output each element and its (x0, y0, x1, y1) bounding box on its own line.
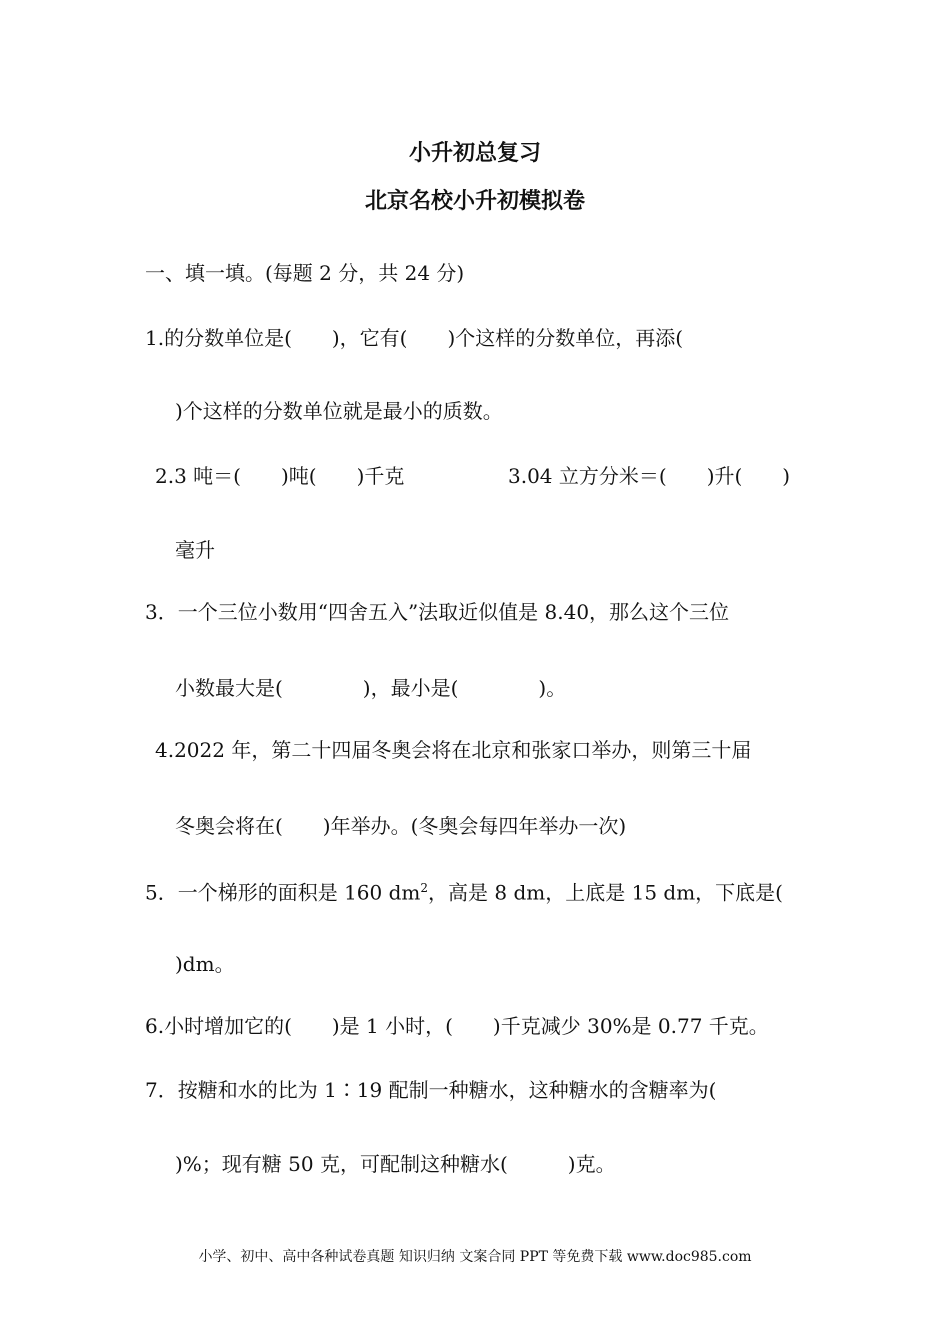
question-5-text-post: ，高是 8 dm，上底是 15 dm，下底是( (428, 880, 783, 905)
page-title: 小升初总复习 (408, 141, 541, 166)
question-3-line-1: 3．一个三位小数用“四舍五入”法取近似值是 8.40，那么这个三位 (145, 600, 730, 624)
question-4-line-2: 冬奥会将在( )年举办。(冬奥会每四年举办一次) (175, 814, 627, 838)
question-5-line-1 (145, 874, 783, 907)
question-1-line-1: 1.的分数单位是( )，它有( )个这样的分数单位，再添( (145, 326, 684, 350)
question-1-line-2: )个这样的分数单位就是最小的质数。 (175, 399, 503, 423)
question-2-part-b: 3.04 立方分米＝( )升( ) (508, 464, 791, 488)
question-5-text-pre: 5．一个梯形的面积是 160 dm (145, 880, 421, 905)
question-2-line-2: 毫升 (175, 538, 215, 562)
page-subtitle: 北京名校小升初模拟卷 (364, 189, 585, 214)
square-superscript: 2 (420, 881, 429, 895)
question-4-line-1: 4.2022 年，第二十四届冬奥会将在北京和张家口举办，则第三十届 (155, 738, 752, 762)
footer-text: 小学、初中、高中各种试卷真题 知识归纳 文案合同 PPT 等免费下载 www.doc985.com (198, 1249, 752, 1265)
question-7-line-2: )%；现有糖 50 克，可配制这种糖水( )克。 (175, 1152, 616, 1176)
section-heading: 一、填一填。(每题 2 分，共 24 分) (145, 261, 465, 285)
question-7-line-1: 7．按糖和水的比为 1∶19 配制一种糖水，这种糖水的含糖率为( (145, 1078, 717, 1102)
question-5-line-2: )dm。 (175, 952, 235, 976)
question-3-line-2: 小数最大是( )，最小是( )。 (175, 676, 567, 700)
question-6-line-1: 6.小时增加它的( )是 1 小时，( )千克减少 30%是 0.77 千克。 (145, 1014, 769, 1038)
question-2-part-a: 2.3 吨＝( )吨( )千克 (155, 464, 405, 488)
